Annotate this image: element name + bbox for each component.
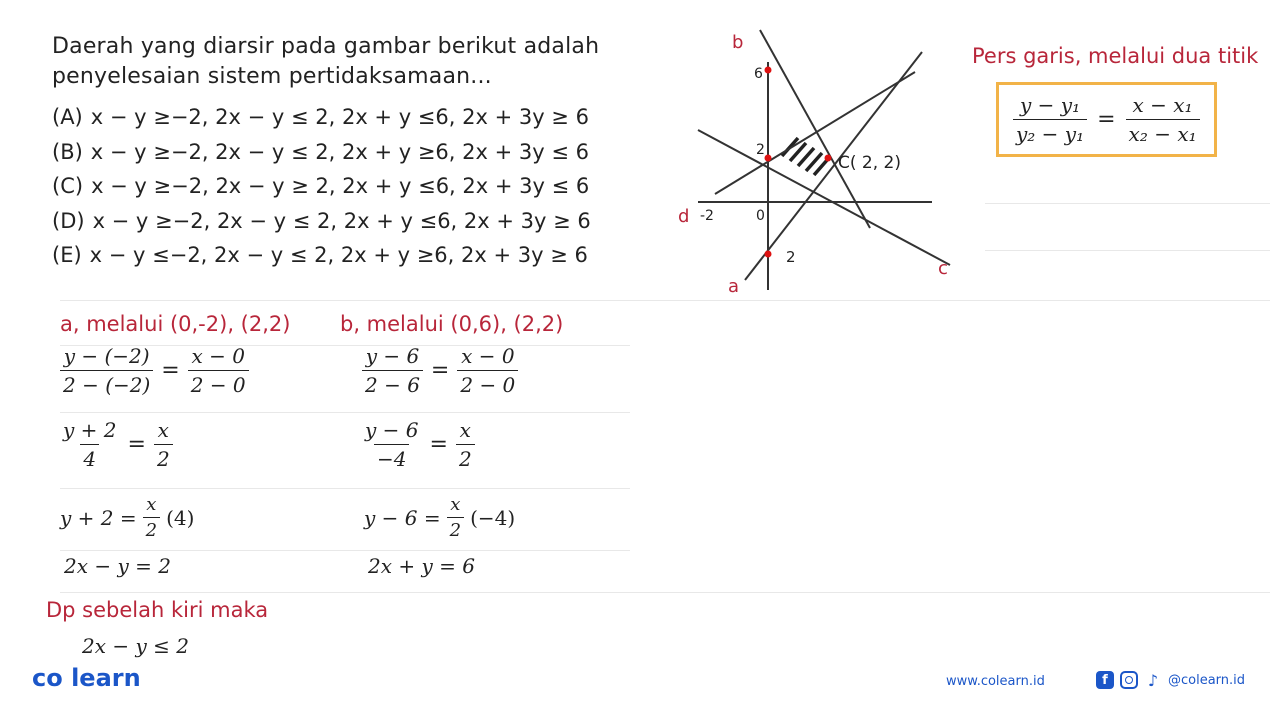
social-handle[interactable]: @colearn.id	[1168, 672, 1246, 688]
formula-rhs-num: x − x₁	[1132, 93, 1193, 117]
a3-right: (4)	[166, 505, 195, 530]
option-text: x − y ≥−2, 2x − y ≤ 2, 2x + y ≤6, 2x + 3y ≥ 6	[92, 208, 591, 233]
question-block	[52, 30, 692, 94]
b1-lden: 2 − 6	[362, 370, 423, 397]
label-c: c	[938, 258, 948, 279]
work-b-step3	[364, 494, 515, 541]
label-0: 0	[756, 208, 765, 224]
point-0-neg2	[765, 251, 772, 258]
formula-title: Pers garis, melalui dua titik	[972, 44, 1259, 68]
instagram-icon[interactable]	[1120, 671, 1138, 689]
b3-left: y − 6 =	[364, 505, 441, 530]
conclusion-line-1: Dp sebelah kiri maka	[46, 598, 269, 622]
label-d: d	[678, 206, 690, 227]
option-label: (D)	[52, 208, 85, 233]
option-a	[52, 100, 692, 135]
two-point-formula: $\frac{\text{y − y₁}}{\text{y₂ − y₁}}$ = $\frac{\text{x − x₁}}{\text{x₂ − x₁}}$	[996, 82, 1217, 157]
option-text: x − y ≥−2, 2x − y ≤ 2, 2x + y ≤6, 2x + 3y ≥ 6	[90, 105, 589, 129]
a2-rnum: x	[157, 418, 169, 442]
line-c	[698, 130, 950, 265]
point-0-2	[765, 155, 772, 162]
option-b	[52, 135, 692, 170]
work-b-step2: $\frac{y - 6}{-4}$ = $\frac{x}{2}$	[362, 418, 475, 471]
a3-left: y + 2 =	[60, 505, 137, 530]
option-text: x − y ≥−2, 2x − y ≥ 2, 2x + y ≤6, 2x + 3y ≤ 6	[91, 174, 590, 198]
label-6: 6	[754, 66, 763, 82]
option-d	[52, 204, 692, 239]
a1-rnum: x − 0	[191, 344, 245, 368]
b1-lnum: y − 6	[365, 344, 420, 368]
b2-lnum: y − 6	[365, 418, 419, 442]
b2-rden: 2	[456, 444, 475, 471]
question-line-2: penyelesaian sistem pertidaksamaan...	[52, 64, 492, 89]
option-text: x − y ≤−2, 2x − y ≤ 2, 2x + y ≥6, 2x + 3y ≥ 6	[89, 243, 588, 267]
linear-graph	[670, 22, 970, 302]
conclusion-line-2: 2x − y ≤ 2	[82, 634, 189, 658]
tiktok-icon[interactable]: ♪	[1147, 670, 1159, 690]
option-label: (C)	[52, 174, 84, 198]
label-b: b	[732, 32, 744, 53]
shaded-region	[782, 138, 828, 175]
label-2-x: 2	[786, 248, 796, 266]
a2-rden: 2	[154, 444, 173, 471]
question-line-1: Daerah yang diarsir pada gambar berikut adalah	[52, 34, 600, 59]
line-b	[760, 30, 870, 228]
b1-rden: 2 − 0	[457, 370, 518, 397]
a2-lnum: y + 2	[63, 418, 117, 442]
b3-num: x	[450, 494, 461, 515]
option-e	[52, 238, 692, 273]
b2-rnum: x	[459, 418, 471, 442]
b3-right: (−4)	[470, 505, 516, 530]
work-b-step1: $\frac{y - 6}{2 - 6}$ = $\frac{x - 0}{2 - 0}$	[362, 344, 518, 397]
point-0-6	[765, 67, 772, 74]
work-a-step3	[60, 494, 194, 541]
b1-rnum: x − 0	[461, 344, 515, 368]
a3-num: x	[146, 494, 157, 515]
b2-lden: −4	[374, 444, 409, 471]
label-point-c: C( 2, 2)	[838, 153, 901, 173]
formula-lhs-den: y₂ − y₁	[1013, 119, 1087, 146]
a2-lden: 4	[80, 444, 99, 471]
social-icons	[1096, 671, 1245, 689]
formula-rhs-den: x₂ − x₁	[1126, 119, 1200, 146]
label-2-y: 2	[756, 142, 765, 158]
work-a-result: 2x − y = 2	[64, 554, 171, 578]
work-a-step1: $\frac{y - (-2)}{2 - (-2)}$ = $\frac{x - 0}{2 - 0}$	[60, 344, 249, 397]
point-c	[825, 155, 832, 162]
a1-lnum: y − (−2)	[63, 344, 150, 368]
work-b-title: b, melalui (0,6), (2,2)	[340, 312, 564, 336]
option-c	[52, 169, 692, 204]
options-list	[52, 100, 692, 273]
a1-rden: 2 − 0	[188, 370, 249, 397]
a3-den: 2	[143, 517, 160, 541]
work-a-title: a, melalui (0,-2), (2,2)	[60, 312, 291, 336]
formula-lhs-num: y − y₁	[1020, 93, 1081, 117]
work-a-step2: $\frac{y + 2}{4}$ = $\frac{x}{2}$	[60, 418, 173, 471]
work-b-result: 2x + y = 6	[368, 554, 475, 578]
facebook-icon[interactable]: f	[1096, 671, 1114, 689]
website-link[interactable]: www.colearn.id	[946, 674, 1045, 689]
a1-lden: 2 − (−2)	[60, 370, 153, 397]
colearn-logo: co learn	[32, 664, 141, 692]
option-label: (B)	[52, 139, 83, 164]
option-label: (A)	[52, 105, 83, 129]
option-text: x − y ≥−2, 2x − y ≤ 2, 2x + y ≥6, 2x + 3y ≤ 6	[90, 139, 589, 164]
option-label: (E)	[52, 243, 82, 267]
b3-den: 2	[447, 517, 464, 541]
label-a: a	[728, 276, 740, 297]
label-neg2: -2	[700, 208, 714, 224]
